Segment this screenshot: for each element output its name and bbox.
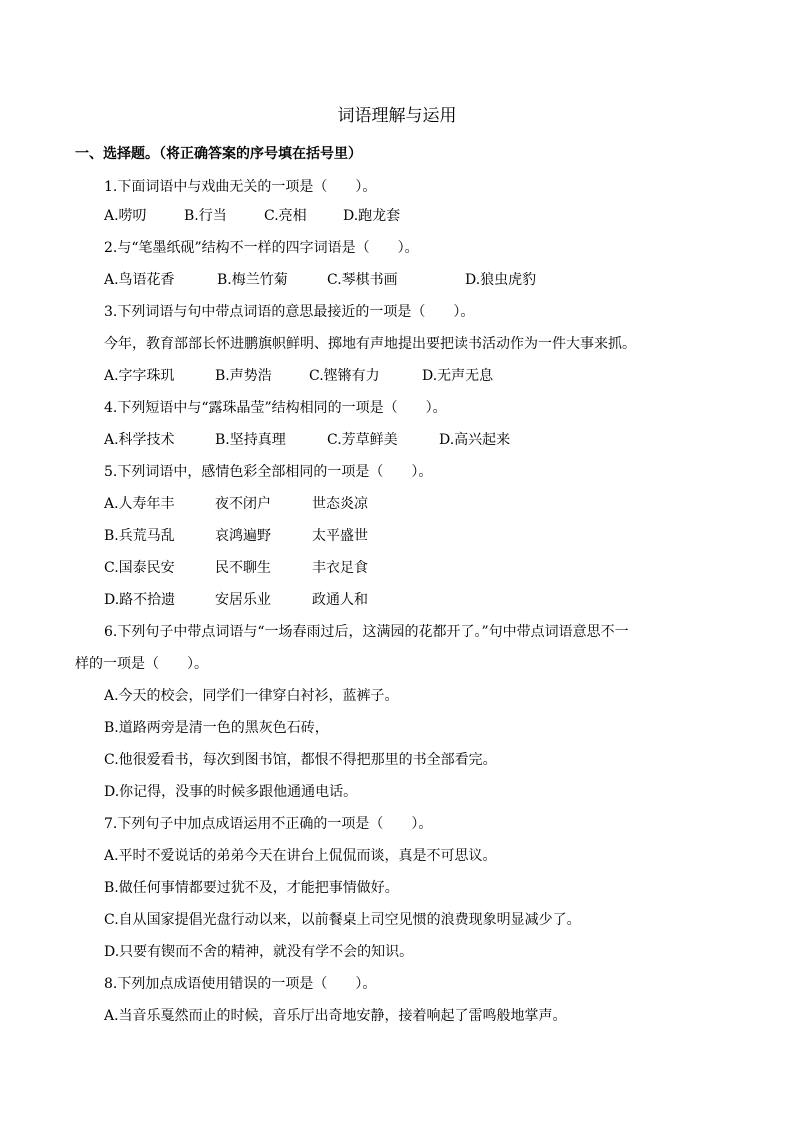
word: 哀鸿遍野 <box>215 528 271 544</box>
word: 民不聊生 <box>215 560 271 576</box>
word: 安居乐业 <box>215 592 271 608</box>
question-6-option-a: A.今天的校会，同学们一律穿白衬衫，蓝裤子。 <box>104 688 399 704</box>
question-5-stem: 5.下列词语中，感情色彩全部相同的一项是（ ）。 <box>104 464 433 480</box>
question-4-stem: 4.下列短语中与“露珠晶莹”结构相同的一项是（ ）。 <box>104 400 447 416</box>
word: D.路不拾遗 <box>104 592 176 608</box>
word: B.兵荒马乱 <box>104 528 175 544</box>
option-a: A.字字珠玑 <box>104 368 175 384</box>
question-6-stem: 6.下列句子中带点词语与“一场春雨过后，这满园的花都开了。”句中带点词语意思不一 <box>104 624 629 640</box>
question-6-option-d: D.你记得，没事的时候多跟他通通电话。 <box>104 784 358 800</box>
option-a: A.唠叨 <box>104 208 147 224</box>
option-c: C.铿锵有力 <box>309 368 380 384</box>
question-3-stem: 3.下列词语与句中带点词语的意思最接近的一项是（ ）。 <box>104 304 475 320</box>
option-b: B.声势浩 <box>215 368 272 384</box>
question-7-option-c: C.自从国家提倡光盘行动以来，以前餐桌上司空见惯的浪费现象明显减少了。 <box>104 912 581 928</box>
option-b: B.梅兰竹菊 <box>217 272 288 288</box>
word: 夜不闭户 <box>215 496 271 512</box>
option-d: D.狼虫虎豹 <box>465 272 537 288</box>
option-a: A.科学技术 <box>104 432 175 448</box>
option-b: B.行当 <box>184 208 227 224</box>
question-8-option-a: A.当音乐戛然而止的时候，音乐厅出奇地安静，接着响起了雷鸣般地掌声。 <box>104 1008 567 1024</box>
question-6-stem-continued: 样的一项是（ ）。 <box>75 656 208 672</box>
option-c: C.芳草鲜美 <box>327 432 398 448</box>
question-7-stem: 7.下列句子中加点成语运用不正确的一项是（ ）。 <box>104 816 433 832</box>
option-c: C.琴棋书画 <box>327 272 398 288</box>
option-b: B.坚持真理 <box>215 432 286 448</box>
question-6-option-c: C.他很爱看书，每次到图书馆，都恨不得把那里的书全部看完。 <box>104 752 497 768</box>
word: A.人寿年丰 <box>104 496 175 512</box>
question-7-option-d: D.只要有锲而不舍的精神，就没有学不会的知识。 <box>104 944 414 960</box>
option-a: A.鸟语花香 <box>104 272 175 288</box>
question-2-stem: 2.与“笔墨纸砚”结构不一样的四字词语是（ ）。 <box>104 240 419 256</box>
option-d: D.无声无息 <box>422 368 494 384</box>
section-heading: 一、选择题。（将正确答案的序号填在括号里） <box>75 146 362 162</box>
page-title: 词语理解与运用 <box>337 106 457 126</box>
option-c: C.亮相 <box>264 208 307 224</box>
question-6-option-b: B.道路两旁是清一色的黑灰色石砖， <box>104 720 329 736</box>
word: 政通人和 <box>312 592 368 608</box>
option-d: D.高兴起来 <box>439 432 511 448</box>
question-8-stem: 8.下列加点成语使用错误的一项是（ ）。 <box>104 976 377 992</box>
question-7-option-b: B.做任何事情都要过犹不及，才能把事情做好。 <box>104 880 399 896</box>
question-7-option-a: A.平时不爱说话的弟弟今天在讲台上侃侃而谈，真是不可思议。 <box>104 848 497 864</box>
question-3-sentence: 今年，教育部部长怀进鹏旗帜鲜明、掷地有声地提出要把读书活动作为一件大事来抓。 <box>104 336 636 352</box>
option-d: D.跑龙套 <box>343 208 401 224</box>
question-1-stem: 1.下面词语中与戏曲无关的一项是（ ）。 <box>104 179 377 195</box>
word: 世态炎凉 <box>312 496 368 512</box>
word: 丰衣足食 <box>312 560 368 576</box>
word: C.国泰民安 <box>104 560 175 576</box>
word: 太平盛世 <box>312 528 368 544</box>
